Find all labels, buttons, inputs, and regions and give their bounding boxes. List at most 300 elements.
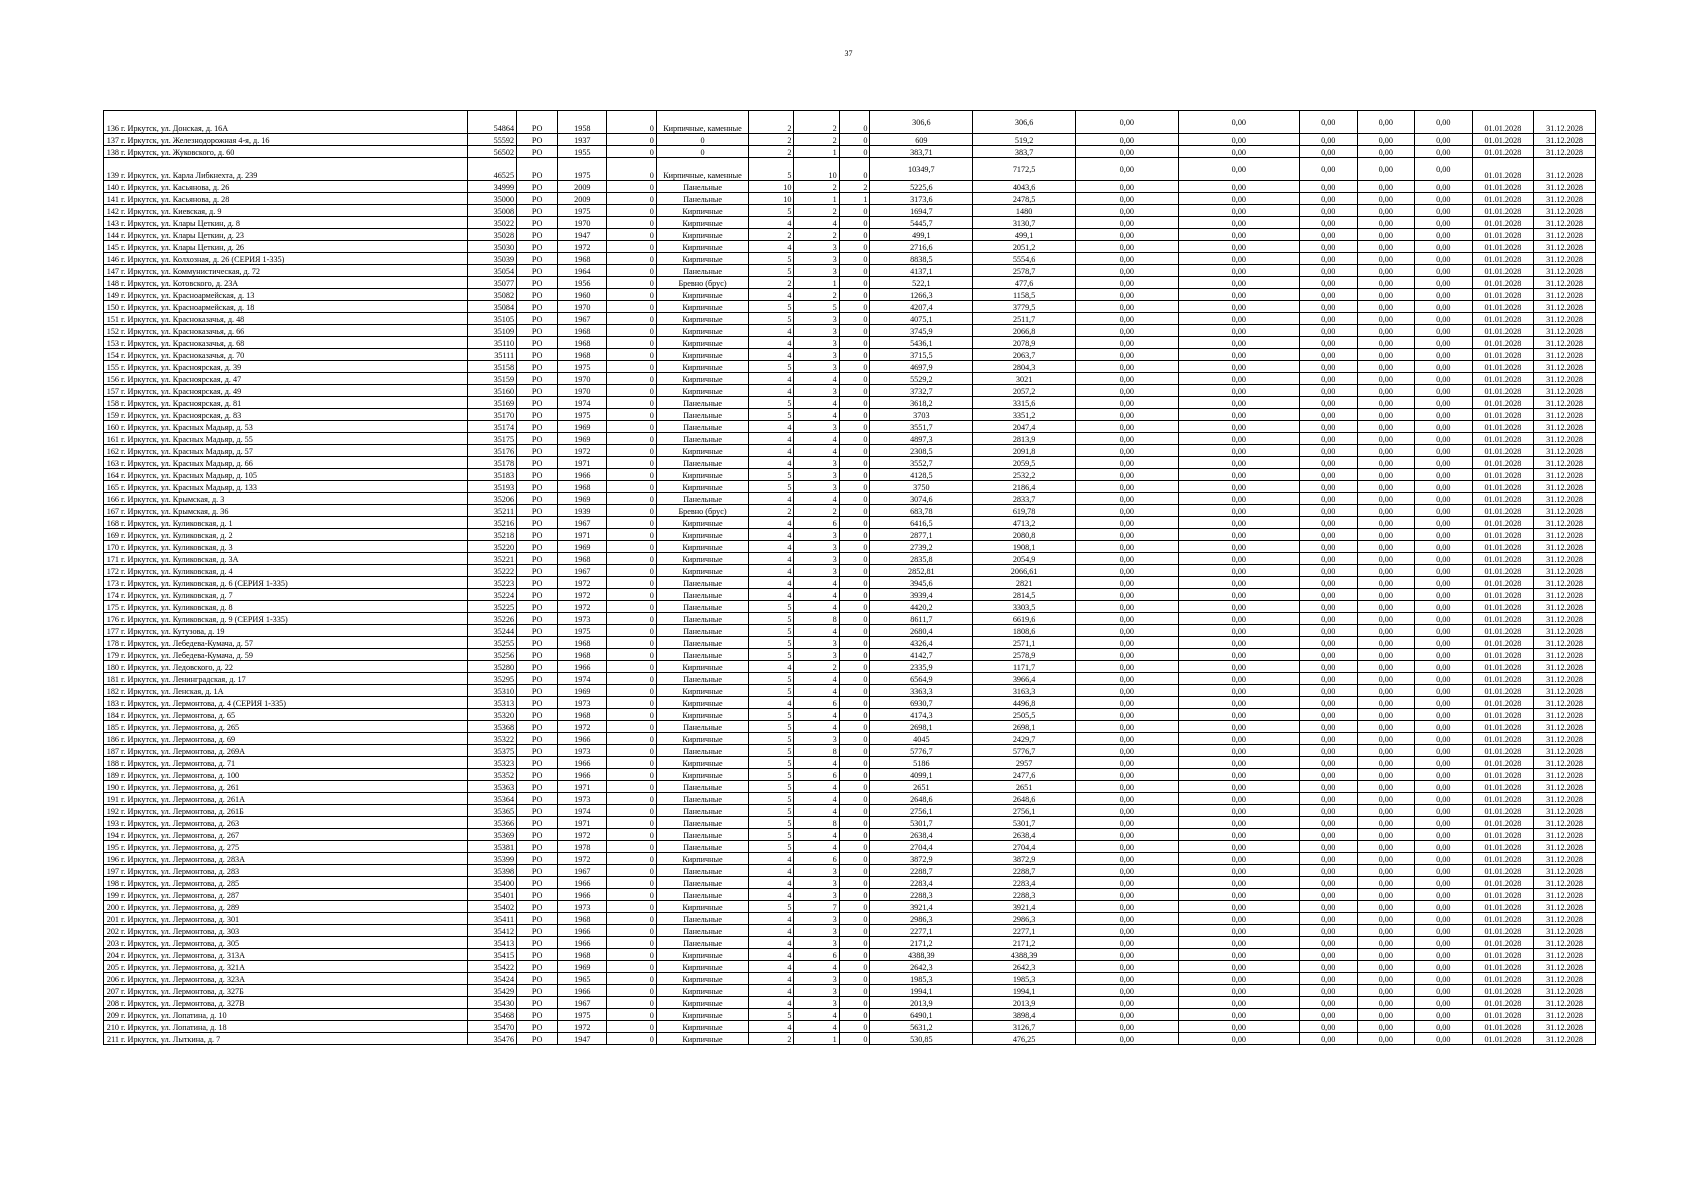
address-text: г. Иркутск, ул. Куликовская, д. 6 (СЕРИЯ 1-335) [121, 579, 288, 588]
cell-id: 35105 [467, 313, 516, 325]
cell-year: 1975 [558, 1009, 607, 1021]
cell-fl: 4 [749, 889, 794, 901]
cell-d2: 31.12.2028 [1534, 469, 1596, 481]
cell-id: 35224 [467, 589, 516, 601]
cell-d1: 01.01.2028 [1472, 193, 1534, 205]
address-text: г. Иркутск, ул. Красноярская, д. 83 [121, 411, 242, 420]
cell-year: 1967 [558, 565, 607, 577]
row-number: 209 [106, 1011, 119, 1020]
cell-d2: 31.12.2028 [1534, 781, 1596, 793]
cell-d1: 01.01.2028 [1472, 697, 1534, 709]
cell-v3: 0,00 [1299, 361, 1357, 373]
cell-year: 1975 [558, 205, 607, 217]
address-text: г. Иркутск, ул. Лермонтова, д. 269А [121, 747, 246, 756]
cell-year: 1970 [558, 385, 607, 397]
cell-z2: 0 [839, 853, 870, 865]
cell-v3: 0,00 [1299, 745, 1357, 757]
cell-z: 0 [607, 517, 656, 529]
cell-v1: 0,00 [1075, 553, 1178, 565]
cell-v5: 0,00 [1415, 111, 1473, 134]
cell-a1: 3715,5 [870, 349, 973, 361]
cell-v5: 0,00 [1415, 913, 1473, 925]
table-row [104, 985, 1596, 997]
cell-a2: 1994,1 [973, 985, 1076, 997]
cell-en: 8 [794, 745, 839, 757]
cell-v2: 0,00 [1178, 673, 1299, 685]
cell-fl: 4 [749, 565, 794, 577]
cell-d1: 01.01.2028 [1472, 577, 1534, 589]
cell-a1: 2277,1 [870, 925, 973, 937]
cell-v5: 0,00 [1415, 649, 1473, 661]
cell-v2: 0,00 [1178, 146, 1299, 158]
cell-v2: 0,00 [1178, 517, 1299, 529]
cell-v3: 0,00 [1299, 937, 1357, 949]
cell-addr [104, 457, 468, 469]
table-row [104, 793, 1596, 805]
cell-z: 0 [607, 325, 656, 337]
cell-year: 1968 [558, 649, 607, 661]
cell-id: 35109 [467, 325, 516, 337]
cell-addr [104, 421, 468, 433]
cell-addr [104, 433, 468, 445]
cell-v1: 0,00 [1075, 673, 1178, 685]
cell-addr [104, 409, 468, 421]
cell-v3: 0,00 [1299, 385, 1357, 397]
cell-mat: Панельные [656, 625, 748, 637]
cell-mat: Кирпичные [656, 757, 748, 769]
cell-year: 1966 [558, 985, 607, 997]
cell-z: 0 [607, 111, 656, 134]
cell-a1: 522,1 [870, 277, 973, 289]
cell-v5: 0,00 [1415, 589, 1473, 601]
cell-fl: 5 [749, 625, 794, 637]
cell-addr [104, 301, 468, 313]
cell-z: 0 [607, 949, 656, 961]
cell-v4: 0,00 [1357, 193, 1415, 205]
cell-fl: 5 [749, 709, 794, 721]
cell-id: 35280 [467, 661, 516, 673]
cell-addr [104, 577, 468, 589]
cell-v3: 0,00 [1299, 925, 1357, 937]
cell-v2: 0,00 [1178, 913, 1299, 925]
table-row [104, 601, 1596, 613]
cell-a2: 2648,6 [973, 793, 1076, 805]
cell-v1: 0,00 [1075, 877, 1178, 889]
cell-d2: 31.12.2028 [1534, 541, 1596, 553]
cell-v1: 0,00 [1075, 205, 1178, 217]
cell-z2: 0 [839, 409, 870, 421]
cell-year: 1966 [558, 925, 607, 937]
cell-d2: 31.12.2028 [1534, 289, 1596, 301]
row-number: 168 [106, 519, 119, 528]
cell-v1: 0,00 [1075, 134, 1178, 146]
cell-v3: 0,00 [1299, 841, 1357, 853]
address-text: г. Иркутск, ул. Лермонтова, д. 301 [121, 915, 240, 924]
cell-z: 0 [607, 205, 656, 217]
cell-z2: 0 [839, 865, 870, 877]
cell-a1: 4897,3 [870, 433, 973, 445]
cell-z: 0 [607, 853, 656, 865]
cell-mat: Панельные [656, 829, 748, 841]
cell-addr [104, 241, 468, 253]
table-row [104, 625, 1596, 637]
cell-a2: 499,1 [973, 229, 1076, 241]
cell-year: 1969 [558, 961, 607, 973]
cell-year: 1968 [558, 349, 607, 361]
cell-id: 35313 [467, 697, 516, 709]
cell-type: РО [517, 181, 558, 193]
cell-d2: 31.12.2028 [1534, 193, 1596, 205]
cell-addr [104, 841, 468, 853]
address-text: г. Иркутск, ул. Лермонтова, д. 305 [121, 939, 240, 948]
cell-a2: 2578,7 [973, 265, 1076, 277]
cell-id: 54864 [467, 111, 516, 134]
cell-addr [104, 505, 468, 517]
cell-z: 0 [607, 889, 656, 901]
cell-fl: 4 [749, 385, 794, 397]
cell-a2: 2013,9 [973, 997, 1076, 1009]
cell-type: РО [517, 661, 558, 673]
cell-a2: 3898,4 [973, 1009, 1076, 1021]
table-row [104, 349, 1596, 361]
cell-v4: 0,00 [1357, 685, 1415, 697]
cell-v5: 0,00 [1415, 361, 1473, 373]
cell-d1: 01.01.2028 [1472, 613, 1534, 625]
cell-d1: 01.01.2028 [1472, 625, 1534, 637]
cell-type: РО [517, 193, 558, 205]
cell-id: 35183 [467, 469, 516, 481]
cell-id: 35206 [467, 493, 516, 505]
cell-z: 0 [607, 685, 656, 697]
cell-z2: 0 [839, 1033, 870, 1045]
cell-v4: 0,00 [1357, 637, 1415, 649]
cell-v3: 0,00 [1299, 493, 1357, 505]
row-number: 183 [106, 699, 119, 708]
cell-year: 1956 [558, 277, 607, 289]
cell-v1: 0,00 [1075, 829, 1178, 841]
cell-v2: 0,00 [1178, 829, 1299, 841]
table-row [104, 421, 1596, 433]
cell-v5: 0,00 [1415, 325, 1473, 337]
cell-z: 0 [607, 134, 656, 146]
cell-z: 0 [607, 1009, 656, 1021]
cell-mat: Кирпичные [656, 253, 748, 265]
cell-id: 35178 [467, 457, 516, 469]
row-number: 174 [106, 591, 119, 600]
cell-type: РО [517, 565, 558, 577]
cell-year: 1969 [558, 493, 607, 505]
cell-addr [104, 829, 468, 841]
cell-mat: Кирпичные [656, 661, 748, 673]
cell-type: РО [517, 745, 558, 757]
cell-mat: Кирпичные [656, 289, 748, 301]
cell-z2: 0 [839, 625, 870, 637]
cell-a1: 4207,4 [870, 301, 973, 313]
cell-d1: 01.01.2028 [1472, 553, 1534, 565]
cell-d2: 31.12.2028 [1534, 349, 1596, 361]
table-row [104, 445, 1596, 457]
cell-v2: 0,00 [1178, 505, 1299, 517]
cell-d1: 01.01.2028 [1472, 385, 1534, 397]
cell-v3: 0,00 [1299, 265, 1357, 277]
cell-en: 4 [794, 961, 839, 973]
row-number: 160 [106, 423, 119, 432]
cell-addr [104, 134, 468, 146]
cell-d2: 31.12.2028 [1534, 709, 1596, 721]
cell-v4: 0,00 [1357, 997, 1415, 1009]
cell-v5: 0,00 [1415, 457, 1473, 469]
cell-v3: 0,00 [1299, 769, 1357, 781]
cell-addr [104, 1021, 468, 1033]
cell-a1: 3173,6 [870, 193, 973, 205]
cell-v1: 0,00 [1075, 1033, 1178, 1045]
row-number: 137 [106, 136, 119, 145]
cell-v5: 0,00 [1415, 769, 1473, 781]
cell-en: 4 [794, 409, 839, 421]
address-text: г. Иркутск, ул. Красноярская, д. 49 [121, 387, 242, 396]
cell-d2: 31.12.2028 [1534, 589, 1596, 601]
cell-year: 1972 [558, 1021, 607, 1033]
cell-v1: 0,00 [1075, 325, 1178, 337]
cell-type: РО [517, 997, 558, 1009]
row-number: 206 [106, 975, 119, 984]
cell-v3: 0,00 [1299, 793, 1357, 805]
cell-year: 1966 [558, 889, 607, 901]
cell-mat: Панельные [656, 637, 748, 649]
cell-type: РО [517, 769, 558, 781]
cell-v2: 0,00 [1178, 385, 1299, 397]
cell-type: РО [517, 409, 558, 421]
cell-v5: 0,00 [1415, 721, 1473, 733]
cell-id: 35244 [467, 625, 516, 637]
cell-z2: 0 [839, 1021, 870, 1033]
cell-year: 1975 [558, 409, 607, 421]
cell-v5: 0,00 [1415, 505, 1473, 517]
cell-d1: 01.01.2028 [1472, 111, 1534, 134]
row-number: 203 [106, 939, 119, 948]
cell-v1: 0,00 [1075, 889, 1178, 901]
cell-d1: 01.01.2028 [1472, 1033, 1534, 1045]
cell-z: 0 [607, 745, 656, 757]
table-row [104, 949, 1596, 961]
cell-a1: 8611,7 [870, 613, 973, 625]
cell-type: РО [517, 217, 558, 229]
cell-v5: 0,00 [1415, 277, 1473, 289]
cell-mat: Панельные [656, 913, 748, 925]
row-number: 192 [106, 807, 119, 816]
cell-z2: 0 [839, 901, 870, 913]
cell-id: 35381 [467, 841, 516, 853]
row-number: 201 [106, 915, 119, 924]
cell-v4: 0,00 [1357, 649, 1415, 661]
cell-type: РО [517, 961, 558, 973]
cell-v4: 0,00 [1357, 111, 1415, 134]
cell-id: 35411 [467, 913, 516, 925]
cell-v3: 0,00 [1299, 181, 1357, 193]
cell-a2: 7172,5 [973, 158, 1076, 181]
cell-a2: 3966,4 [973, 673, 1076, 685]
cell-z: 0 [607, 313, 656, 325]
row-number: 184 [106, 711, 119, 720]
cell-z: 0 [607, 937, 656, 949]
cell-v3: 0,00 [1299, 205, 1357, 217]
cell-id: 35028 [467, 229, 516, 241]
cell-v4: 0,00 [1357, 361, 1415, 373]
cell-en: 2 [794, 661, 839, 673]
cell-d1: 01.01.2028 [1472, 529, 1534, 541]
cell-a2: 2698,1 [973, 721, 1076, 733]
cell-year: 1972 [558, 829, 607, 841]
cell-mat: Панельные [656, 433, 748, 445]
cell-addr [104, 625, 468, 637]
cell-fl: 2 [749, 505, 794, 517]
cell-v4: 0,00 [1357, 277, 1415, 289]
table-row [104, 589, 1596, 601]
cell-v1: 0,00 [1075, 661, 1178, 673]
cell-z: 0 [607, 253, 656, 265]
cell-a2: 2638,4 [973, 829, 1076, 841]
cell-d2: 31.12.2028 [1534, 181, 1596, 193]
table-row [104, 229, 1596, 241]
cell-z2: 0 [839, 649, 870, 661]
cell-mat: Панельные [656, 409, 748, 421]
cell-d1: 01.01.2028 [1472, 829, 1534, 841]
cell-v5: 0,00 [1415, 217, 1473, 229]
cell-en: 3 [794, 565, 839, 577]
cell-mat: Кирпичные [656, 697, 748, 709]
cell-z2: 0 [839, 349, 870, 361]
cell-type: РО [517, 829, 558, 841]
cell-d2: 31.12.2028 [1534, 613, 1596, 625]
cell-mat: Кирпичные [656, 997, 748, 1009]
address-text: г. Иркутск, ул. Лебедева-Кумача, д. 57 [121, 639, 253, 648]
cell-v5: 0,00 [1415, 481, 1473, 493]
address-text: г. Иркутск, ул. Лермонтова, д. 303 [121, 927, 240, 936]
cell-v4: 0,00 [1357, 793, 1415, 805]
row-number: 143 [106, 219, 119, 228]
cell-v4: 0,00 [1357, 325, 1415, 337]
table-row [104, 517, 1596, 529]
cell-a2: 2804,3 [973, 361, 1076, 373]
cell-d1: 01.01.2028 [1472, 433, 1534, 445]
cell-id: 35193 [467, 481, 516, 493]
cell-z2: 0 [839, 553, 870, 565]
row-number: 152 [106, 327, 119, 336]
cell-a1: 1694,7 [870, 205, 973, 217]
cell-v4: 0,00 [1357, 409, 1415, 421]
cell-v3: 0,00 [1299, 649, 1357, 661]
address-text: г. Иркутск, ул. Клары Цеткин, д. 26 [121, 243, 245, 252]
cell-id: 35159 [467, 373, 516, 385]
cell-v4: 0,00 [1357, 481, 1415, 493]
cell-fl: 5 [749, 601, 794, 613]
cell-v5: 0,00 [1415, 1021, 1473, 1033]
cell-v2: 0,00 [1178, 589, 1299, 601]
table-row [104, 193, 1596, 205]
cell-type: РО [517, 913, 558, 925]
cell-v5: 0,00 [1415, 625, 1473, 637]
table-row [104, 457, 1596, 469]
cell-v4: 0,00 [1357, 205, 1415, 217]
cell-d2: 31.12.2028 [1534, 721, 1596, 733]
cell-z: 0 [607, 541, 656, 553]
cell-addr [104, 1009, 468, 1021]
cell-a1: 6930,7 [870, 697, 973, 709]
cell-mat: Кирпичные [656, 1021, 748, 1033]
cell-addr [104, 181, 468, 193]
cell-d1: 01.01.2028 [1472, 949, 1534, 961]
cell-en: 6 [794, 697, 839, 709]
cell-v5: 0,00 [1415, 229, 1473, 241]
address-text: г. Иркутск, ул. Куликовская, д. 2 [121, 531, 233, 540]
cell-d2: 31.12.2028 [1534, 661, 1596, 673]
cell-v5: 0,00 [1415, 817, 1473, 829]
cell-v4: 0,00 [1357, 517, 1415, 529]
cell-v5: 0,00 [1415, 158, 1473, 181]
cell-en: 6 [794, 769, 839, 781]
row-number: 150 [106, 303, 119, 312]
row-number: 207 [106, 987, 119, 996]
cell-z2: 0 [839, 973, 870, 985]
cell-d2: 31.12.2028 [1534, 649, 1596, 661]
cell-v3: 0,00 [1299, 961, 1357, 973]
cell-v1: 0,00 [1075, 265, 1178, 277]
row-number: 197 [106, 867, 119, 876]
cell-z2: 0 [839, 889, 870, 901]
table-row [104, 865, 1596, 877]
cell-z2: 0 [839, 685, 870, 697]
cell-v4: 0,00 [1357, 1021, 1415, 1033]
cell-fl: 4 [749, 289, 794, 301]
cell-z: 0 [607, 973, 656, 985]
cell-a1: 2877,1 [870, 529, 973, 541]
cell-v3: 0,00 [1299, 997, 1357, 1009]
address-text: г. Иркутск, ул. Лермонтова, д. 327В [121, 999, 245, 1008]
cell-type: РО [517, 589, 558, 601]
cell-mat: Кирпичные [656, 901, 748, 913]
cell-v3: 0,00 [1299, 505, 1357, 517]
cell-en: 3 [794, 541, 839, 553]
cell-v5: 0,00 [1415, 541, 1473, 553]
cell-d2: 31.12.2028 [1534, 637, 1596, 649]
cell-year: 1973 [558, 613, 607, 625]
cell-year: 1967 [558, 865, 607, 877]
cell-d2: 31.12.2028 [1534, 553, 1596, 565]
cell-year: 1974 [558, 673, 607, 685]
cell-id: 35175 [467, 433, 516, 445]
cell-d1: 01.01.2028 [1472, 325, 1534, 337]
cell-d2: 31.12.2028 [1534, 793, 1596, 805]
cell-v5: 0,00 [1415, 733, 1473, 745]
cell-v5: 0,00 [1415, 409, 1473, 421]
cell-a2: 519,2 [973, 134, 1076, 146]
cell-v4: 0,00 [1357, 589, 1415, 601]
cell-id: 35363 [467, 781, 516, 793]
cell-addr [104, 265, 468, 277]
cell-a2: 2283,4 [973, 877, 1076, 889]
cell-id: 35413 [467, 937, 516, 949]
cell-a2: 476,25 [973, 1033, 1076, 1045]
cell-z2: 0 [839, 565, 870, 577]
cell-z: 0 [607, 805, 656, 817]
cell-v2: 0,00 [1178, 793, 1299, 805]
cell-v2: 0,00 [1178, 865, 1299, 877]
cell-v3: 0,00 [1299, 985, 1357, 997]
cell-v4: 0,00 [1357, 865, 1415, 877]
cell-a1: 5301,7 [870, 817, 973, 829]
cell-z: 0 [607, 613, 656, 625]
cell-v5: 0,00 [1415, 146, 1473, 158]
